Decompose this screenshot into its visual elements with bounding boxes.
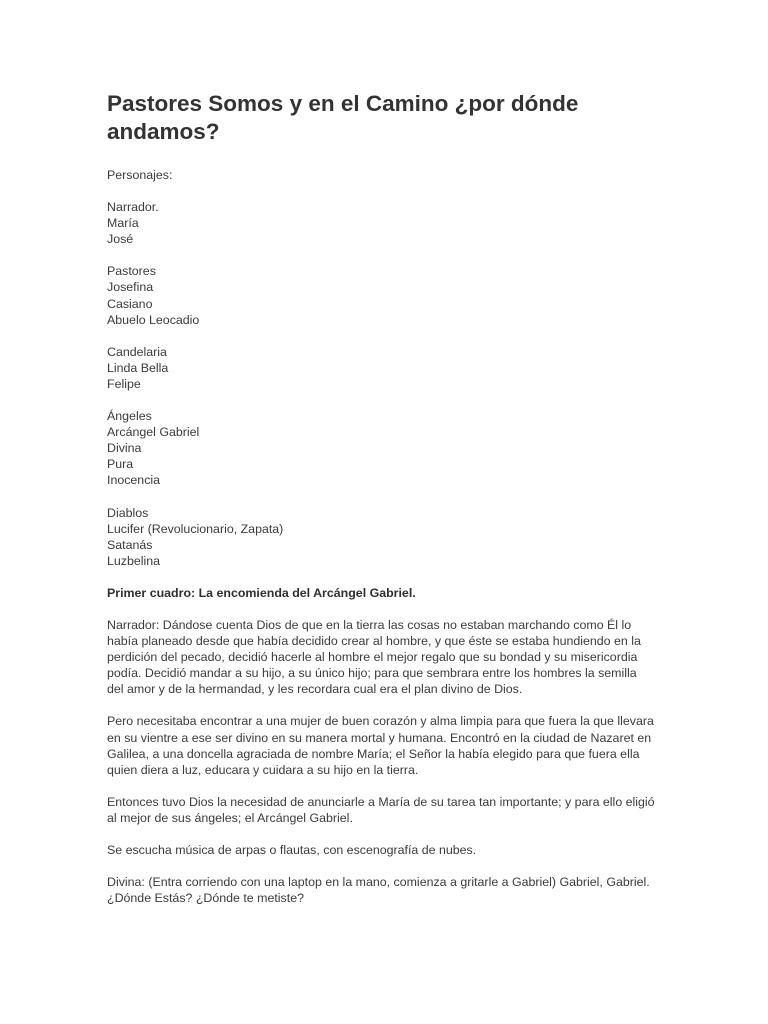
document-title	[107, 90, 667, 146]
character-name: Casiano	[107, 296, 153, 311]
paragraph-maria	[107, 713, 667, 777]
character-name: Luzbelina	[107, 553, 161, 568]
document-page	[107, 90, 667, 922]
personajes-label	[107, 167, 667, 183]
section-heading	[107, 585, 667, 601]
paragraph-line: Se escucha música de arpas o flautas, con escenografía de nubes.	[107, 843, 477, 857]
character-name: Arcángel Gabriel	[107, 425, 200, 440]
character-name: Inocencia	[107, 473, 161, 488]
paragraph-line: perdición del pecado, decidió hacerle al hombre el mejor regalo que su bondad y su misericordia	[107, 650, 638, 665]
character-name: Lucifer (Revolucionario, Zapata)	[107, 521, 284, 536]
character-name: Diablos	[107, 505, 149, 520]
paragraph-line: podía. Decidió mandar a su hijo, a su único hijo; para que sembrara entre los hombres la semilla	[107, 666, 637, 681]
character-name: Divina	[107, 441, 142, 456]
paragraph-line: Divina: (Entra corriendo con una laptop en la mano, comienza a gritarle a Gabriel) Gabriel, Gabriel.	[107, 875, 650, 890]
character-group-diablos	[107, 505, 667, 569]
section-heading-text: Primer cuadro: La encomienda del Arcángel Gabriel.	[107, 585, 416, 600]
character-name: Josefina	[107, 280, 154, 295]
paragraph-line: del amor y de la hermandad, y les recordara cual era el plan divino de Dios.	[107, 682, 523, 697]
title-line: andamos?	[107, 119, 220, 144]
paragraph-line: había planeado desde que había decidido crear al hombre, y que éste se estaba hundiendo en la	[107, 634, 641, 649]
paragraph-line: Galilea, a una doncella agraciada de nombre María; el Señor la había elegido para que fuera ella	[107, 746, 640, 761]
personajes-label-text: Personajes:	[107, 168, 173, 182]
paragraph-divina	[107, 874, 667, 906]
paragraph-line: ¿Dónde Estás? ¿Dónde te metiste?	[107, 891, 304, 906]
character-name: José	[107, 232, 134, 247]
character-name: Abuelo Leocadio	[107, 312, 200, 327]
character-name: Felipe	[107, 376, 141, 391]
character-name: María	[107, 216, 139, 231]
character-group-pastores	[107, 263, 667, 327]
character-name: Candelaria	[107, 344, 167, 359]
paragraph-gabriel	[107, 794, 667, 826]
paragraph-line: en su vientre a ese ser divino en su manera mortal y humana. Encontró en la ciudad de Nazaret en	[107, 730, 652, 745]
paragraph-narrador	[107, 617, 667, 697]
paragraph-line: quien diera a luz, educara y cuidara a su hijo en la tierra.	[107, 762, 419, 777]
paragraph-line: Pero necesitaba encontrar a una mujer de buen corazón y alma limpia para que fuera la que llevara	[107, 714, 654, 729]
character-name: Satanás	[107, 537, 153, 552]
character-name: Ángeles	[107, 409, 152, 424]
character-group-main	[107, 199, 667, 247]
character-name: Pastores	[107, 264, 156, 279]
paragraph-line: Narrador: Dándose cuenta Dios de que en la tierra las cosas no estaban marchando como Él lo	[107, 617, 632, 632]
title-line: Pastores Somos y en el Camino ¿por dónde	[107, 91, 579, 116]
paragraph-line: Entonces tuvo Dios la necesidad de anunciarle a María de su tarea tan importante; y para ello eligió	[107, 794, 655, 809]
character-name: Linda Bella	[107, 360, 169, 375]
character-group-others	[107, 344, 667, 392]
character-name: Narrador.	[107, 200, 159, 215]
character-name: Pura	[107, 457, 134, 472]
character-group-angeles	[107, 408, 667, 488]
paragraph-musica	[107, 842, 667, 858]
paragraph-line: al mejor de sus ángeles; el Arcángel Gabriel.	[107, 810, 353, 825]
